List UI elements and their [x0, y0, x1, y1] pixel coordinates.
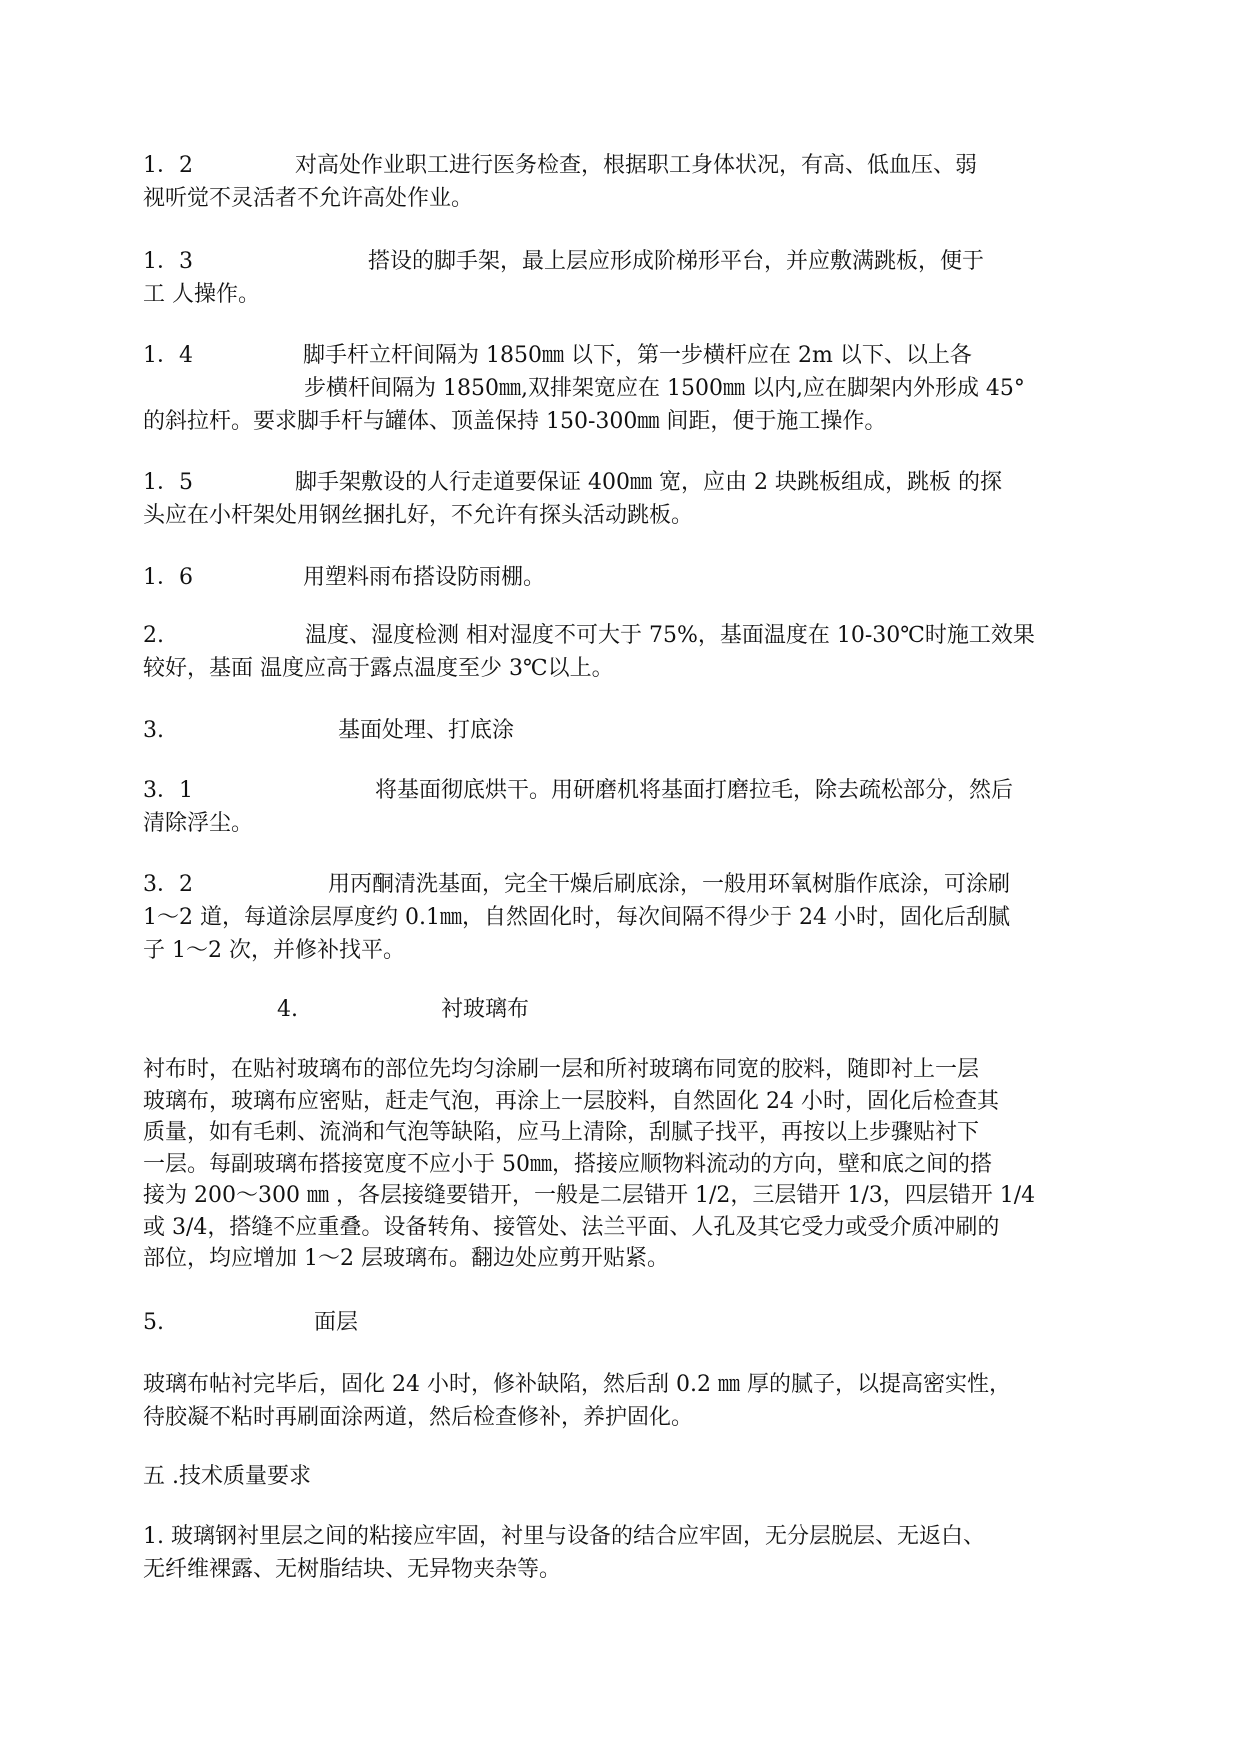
item-1-2 — [143, 149, 1108, 215]
item-2 — [143, 619, 1108, 685]
item-3 — [143, 714, 1108, 747]
paragraph-line: 质量，如有毛刺、流淌和气泡等缺陷，应马上清除，刮腻子找平，再按以上步骤贴衬下 — [143, 1120, 980, 1145]
item-number: 1．4 — [143, 343, 193, 368]
item-number: 3．1 — [143, 778, 193, 803]
item-text-line: 用丙酮清洗基面，完全干燥后刷底涂，一般用环氧树脂作底涂，可涂刷 — [328, 872, 1011, 897]
paragraph-line: 或 3/4，搭缝不应重叠。设备转角、接管处、法兰平面、人孔及其它受力或受介质冲刷的 — [143, 1214, 1000, 1240]
requirement-1 — [143, 1520, 1108, 1586]
item-text-line: 对高处作业职工进行医务检查，根据职工身体状况，有高、低血压、弱 — [295, 153, 978, 178]
item-4-heading — [143, 993, 1108, 1026]
item-1-3 — [143, 245, 1108, 311]
item-number: 5. — [143, 1310, 164, 1335]
item-text-line: 衬玻璃布 — [441, 997, 530, 1022]
paragraph-line: 1. 玻璃钢衬里层之间的粘接应牢固，衬里与设备的结合应牢固，无分层脱层、无返白、 — [143, 1524, 985, 1549]
item-text-line: 步横杆间隔为 1850㎜,双排架宽应在 1500㎜ 以内,应在脚架内外形成 45° — [304, 376, 1025, 401]
item-number: 1．2 — [143, 153, 193, 178]
item-text-line: 脚手杆立杆间隔为 1850㎜ 以下，第一步横杆应在 2m 以下、以上各 — [303, 343, 972, 368]
item-5-heading — [143, 1306, 1108, 1339]
paragraph-line: 部位，均应增加 1～2 层玻璃布。翻边处应剪开贴紧。 — [143, 1246, 669, 1271]
paragraph-line: 玻璃布，玻璃布应密贴，赶走气泡，再涂上一层胶料，自然固化 24 小时，固化后检查其 — [143, 1088, 999, 1114]
paragraph-line: 玻璃布帖衬完毕后，固化 24 小时，修补缺陷，然后刮 0.2 ㎜ 厚的腻子，以提高密实性， — [143, 1372, 1011, 1397]
item-3-2 — [143, 868, 1108, 967]
item-1-4 — [143, 339, 1108, 438]
item-number: 1．6 — [143, 565, 193, 590]
item-text-line: 搭设的脚手架，最上层应形成阶梯形平台，并应敷满跳板，便于 — [368, 249, 985, 274]
item-number: 3. — [143, 718, 164, 743]
paragraph-surface-layer — [143, 1368, 1108, 1434]
item-text-line: 较好，基面 温度应高于露点温度至少 3℃以上。 — [143, 656, 614, 681]
item-text-line: 脚手架敷设的人行走道要保证 400㎜ 宽，应由 2 块跳板组成，跳板 的探 — [295, 470, 1002, 495]
paragraph-line: 衬布时，在贴衬玻璃布的部位先均匀涂刷一层和所衬玻璃布同宽的胶料，随即衬上一层 — [143, 1057, 980, 1082]
item-text-line: 用塑料雨布搭设防雨棚。 — [303, 565, 546, 590]
item-number: 3．2 — [143, 872, 193, 897]
paragraph-line: 待胶凝不粘时再刷面涂两道，然后检查修补，养护固化。 — [143, 1405, 694, 1430]
paragraph-line: 无纤维裸露、无树脂结块、无异物夹杂等。 — [143, 1557, 562, 1582]
item-number: 4. — [277, 997, 298, 1022]
item-text-line: 工 人操作。 — [143, 282, 260, 307]
item-number: 2. — [143, 623, 164, 648]
item-1-5 — [143, 466, 1108, 532]
heading-text: 面层 — [314, 1310, 359, 1335]
section-title: 五 .技术质量要求 — [143, 1464, 311, 1489]
item-text-line: 清除浮尘。 — [143, 811, 254, 836]
item-text-line: 1～2 道，每道涂层厚度约 0.1㎜，自然固化时，每次间隔不得少于 24 小时，固化后刮腻 — [143, 905, 1010, 930]
item-text-line: 将基面彻底烘干。用研磨机将基面打磨拉毛，除去疏松部分，然后 — [375, 778, 1014, 803]
item-3-1 — [143, 774, 1108, 840]
item-1-6 — [143, 561, 1108, 594]
item-number: 1．3 — [143, 249, 193, 274]
paragraph-glass-cloth — [143, 1054, 1108, 1275]
item-number: 1．5 — [143, 470, 193, 495]
item-text-line: 头应在小杆架处用钢丝捆扎好，不允许有探头活动跳板。 — [143, 503, 694, 528]
item-text-line: 的斜拉杆。要求脚手杆与罐体、顶盖保持 150-300㎜ 间距，便于施工操作。 — [143, 409, 887, 434]
item-text-line: 视听觉不灵活者不允许高处作业。 — [143, 186, 474, 211]
paragraph-line: 一层。每副玻璃布搭接宽度不应小于 50㎜，搭接应顺物料流动的方向，壁和底之间的搭 — [143, 1151, 992, 1177]
item-text-line: 温度、湿度检测 相对湿度不可大于 75%，基面温度在 10-30℃时施工效果 — [305, 623, 1035, 648]
item-text-line: 子 1～2 次，并修补找平。 — [143, 938, 405, 963]
paragraph-line: 接为 200～300 ㎜ ，各层接缝要错开，一般是二层错开 1/2，三层错开 1/3，四层错开 1/4 — [143, 1183, 1036, 1208]
item-text-line: 基面处理、打底涂 — [338, 718, 515, 743]
